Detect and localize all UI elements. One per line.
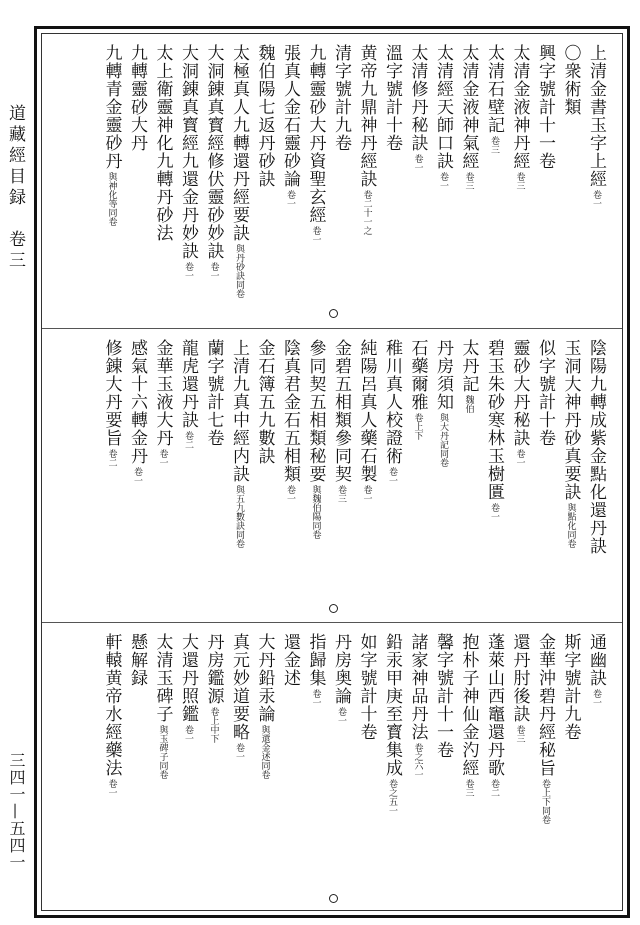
text-column — [151, 44, 173, 242]
text-column — [304, 339, 326, 539]
column-note: 卷一 — [591, 190, 601, 208]
column-text: 諸家神品丹法 — [407, 633, 428, 741]
column-note: 卷一 — [157, 449, 168, 467]
text-column — [253, 339, 275, 465]
column-note: 卷三 — [336, 485, 346, 503]
column-text: 太清金液神丹經 — [509, 44, 530, 170]
column-text: 太上衛靈神化九轉丹砂法 — [152, 44, 173, 242]
text-column — [406, 44, 428, 172]
column-note: 卷一 — [336, 707, 346, 725]
column-note: 卷一 — [106, 779, 117, 797]
column-note: 卷一 — [591, 689, 601, 707]
text-column — [559, 633, 581, 741]
text-column — [278, 339, 300, 503]
text-column — [100, 339, 122, 467]
text-column — [227, 633, 249, 761]
column-text: 蘭字號計七卷 — [203, 339, 224, 447]
text-column — [482, 633, 504, 797]
column-text: 九轉靈砂大丹 — [127, 44, 147, 152]
text-column — [482, 339, 504, 521]
text-column — [533, 44, 555, 170]
text-column — [125, 339, 147, 485]
text-column — [482, 44, 504, 154]
column-note: 卷上下同卷 — [540, 779, 550, 824]
text-column — [431, 44, 453, 190]
text-column — [100, 44, 122, 226]
column-text: 斯字號計九卷 — [560, 633, 581, 741]
column-note: 卷上中下 — [208, 707, 219, 743]
text-column — [431, 633, 453, 759]
column-text: 石藥爾雅 — [407, 339, 428, 411]
text-column — [202, 44, 224, 280]
text-column — [202, 633, 224, 743]
page-frame — [34, 26, 630, 918]
column-text: 九轉靈砂大丹資聖玄經 — [305, 44, 326, 224]
column-text: 黄帝九鼎神丹經訣 — [356, 44, 377, 188]
column-text: 太極真人九轉還丹經要訣 — [229, 44, 249, 242]
column-text: 金華沖碧丹經秘旨 — [535, 633, 555, 777]
column-text: 興字號計十一卷 — [535, 44, 555, 170]
panel-marker-circle — [329, 894, 338, 903]
panel-top — [42, 34, 622, 328]
panel-marker-circle — [329, 309, 338, 318]
column-text: 稚川真人校證術 — [382, 339, 402, 465]
column-note: 與丹砂訣同卷 — [234, 244, 244, 298]
column-note: 魏伯 — [463, 395, 474, 413]
column-text: 似字號計十卷 — [535, 339, 555, 447]
column-text: 大丹鉛汞論 — [254, 633, 275, 723]
column-text: 如字號計十卷 — [356, 633, 377, 741]
column-text: 陰真君金石五相類 — [280, 339, 300, 483]
column-note: 卷一 — [310, 226, 321, 244]
text-column — [406, 339, 428, 440]
column-text: 丹房奥論 — [331, 633, 351, 705]
column-text: 魏伯陽七返丹砂訣 — [254, 44, 275, 188]
text-column — [584, 339, 606, 555]
column-text: 純陽呂真人藥石製 — [356, 339, 377, 483]
column-note: 卷二 — [183, 431, 193, 449]
text-column — [406, 633, 428, 779]
column-note: 卷一 — [132, 467, 142, 485]
column-text: 軒轅黄帝水經藥法 — [101, 633, 122, 777]
column-text: 〇衆術類 — [560, 44, 581, 116]
text-column — [176, 44, 198, 280]
text-column — [508, 339, 530, 467]
column-text: 馨字號計十一卷 — [433, 633, 453, 759]
column-note: 卷二十一之 — [361, 190, 372, 235]
text-column — [176, 633, 198, 743]
column-note: 卷一 — [310, 689, 321, 707]
column-note: 卷一 — [387, 467, 397, 485]
text-column — [278, 44, 300, 208]
text-column — [151, 339, 173, 467]
text-column — [380, 633, 402, 815]
column-text: 還丹肘後訣 — [509, 633, 530, 723]
column-text: 溫字號計十卷 — [382, 44, 402, 152]
column-text: 太清石壁記 — [484, 44, 504, 134]
column-note: 與點化同卷 — [565, 503, 576, 548]
column-text: 上清九真中經内訣 — [229, 339, 249, 483]
column-note: 卷三 — [463, 779, 474, 797]
text-column — [584, 44, 606, 208]
column-note: 與大丹記同卷 — [438, 413, 448, 467]
column-text: 張真人金石靈砂論 — [280, 44, 300, 188]
column-text: 丹房鑑源 — [203, 633, 224, 705]
text-column — [457, 339, 479, 413]
column-text: 太清修丹秘訣 — [407, 44, 428, 152]
text-column — [151, 633, 173, 779]
column-text: 金碧五相類參同契 — [331, 339, 351, 483]
text-column — [457, 44, 479, 190]
text-column — [380, 339, 402, 485]
text-column — [278, 633, 300, 687]
panel-bottom — [42, 622, 622, 913]
column-note: 卷三 — [489, 136, 499, 154]
column-text: 上清金書玉字上經 — [586, 44, 606, 188]
column-note: 卷一 — [438, 172, 448, 190]
column-note: 卷一 — [234, 743, 244, 761]
column-text: 太清經天師口訣 — [433, 44, 453, 170]
text-column — [355, 633, 377, 741]
column-text: 龍虎還丹訣 — [178, 339, 198, 429]
page-inner-border — [41, 33, 623, 911]
column-note: 卷一 — [489, 503, 499, 521]
column-text: 懸解録 — [127, 633, 147, 687]
column-text: 抱朴子神仙金汋經 — [458, 633, 479, 777]
text-column — [329, 339, 351, 503]
text-column — [508, 44, 530, 190]
text-column — [253, 44, 275, 188]
column-text: 蓬萊山西竈還丹歌 — [484, 633, 504, 777]
column-note: 卷之六一 — [412, 743, 423, 779]
column-text: 太清玉碑子 — [152, 633, 173, 723]
text-column — [355, 339, 377, 503]
column-text: 金華玉液大丹 — [152, 339, 173, 447]
text-column — [533, 633, 555, 824]
text-column — [125, 633, 147, 687]
column-text: 大還丹照鑑 — [178, 633, 198, 723]
text-column — [227, 339, 249, 548]
text-column — [304, 44, 326, 244]
column-text: 感氣十六轉金丹 — [127, 339, 147, 465]
column-note: 卷二 — [106, 449, 117, 467]
column-text: 靈砂大丹秘訣 — [509, 339, 530, 447]
text-column — [584, 633, 606, 707]
column-note: 卷一 — [285, 190, 295, 208]
text-column — [533, 339, 555, 447]
text-column — [329, 44, 351, 152]
column-text: 清字號計九卷 — [331, 44, 351, 152]
text-column — [508, 633, 530, 743]
column-note: 與魏伯陽同卷 — [310, 485, 321, 539]
text-column — [559, 44, 581, 116]
column-note: 卷三 — [514, 725, 525, 743]
column-note: 卷一 — [208, 262, 219, 280]
column-text: 大洞錬真寳經修伏靈砂妙訣 — [203, 44, 224, 260]
column-note: 卷一 — [183, 725, 193, 743]
text-column — [125, 44, 147, 152]
text-column — [355, 44, 377, 235]
text-column — [329, 633, 351, 725]
text-column — [100, 633, 122, 797]
margin-title: 道藏經目録 卷三 — [5, 104, 25, 272]
panel-middle — [42, 328, 622, 623]
column-text: 指歸集 — [305, 633, 326, 687]
column-text: 還金述 — [280, 633, 300, 687]
text-column — [227, 44, 249, 298]
column-note: 卷一 — [183, 262, 193, 280]
column-text: 太丹記 — [458, 339, 479, 393]
panel-marker-circle — [329, 604, 338, 613]
column-note: 卷一 — [514, 449, 525, 467]
text-column — [176, 339, 198, 449]
text-column — [202, 339, 224, 447]
column-text: 修錬大丹要旨 — [101, 339, 122, 447]
text-column — [304, 633, 326, 707]
text-column — [253, 633, 275, 779]
column-note: 與五九數訣同卷 — [234, 485, 244, 548]
column-text: 玉洞大神丹砂真要訣 — [560, 339, 581, 501]
column-text: 真元妙道要略 — [229, 633, 249, 741]
column-text: 丹房須知 — [433, 339, 453, 411]
column-note: 卷一 — [412, 154, 423, 172]
column-note: 與神化等同卷 — [106, 172, 117, 226]
text-column — [431, 339, 453, 467]
column-text: 九轉青金靈砂丹 — [101, 44, 122, 170]
column-note: 與還金述同卷 — [259, 725, 270, 779]
column-text: 陰陽九轉成紫金點化還丹訣 — [586, 339, 606, 555]
text-column — [457, 633, 479, 797]
column-text: 參同契五相類秘要 — [305, 339, 326, 483]
text-column — [380, 44, 402, 152]
column-note: 與玉碑子同卷 — [157, 725, 168, 779]
column-note: 卷一 — [361, 485, 372, 503]
column-text: 通幽訣 — [586, 633, 606, 687]
column-note: 卷一 — [285, 485, 295, 503]
column-note: 卷上下 — [412, 413, 423, 440]
column-text: 鉛汞甲庚至寳集成 — [382, 633, 402, 777]
column-note: 卷二 — [489, 779, 499, 797]
column-text: 太清金液神氣經 — [458, 44, 479, 170]
column-note: 卷之五一 — [387, 779, 397, 815]
column-note: 卷三 — [514, 172, 525, 190]
text-column — [559, 339, 581, 548]
column-text: 金石簿五九數訣 — [254, 339, 275, 465]
column-text: 碧玉朱砂寒林玉樹匱 — [484, 339, 504, 501]
margin-page-number: 三四一—五四一 — [7, 752, 26, 871]
column-note: 卷三 — [463, 172, 474, 190]
column-text: 大洞錬真寳經九還金丹妙訣 — [178, 44, 198, 260]
